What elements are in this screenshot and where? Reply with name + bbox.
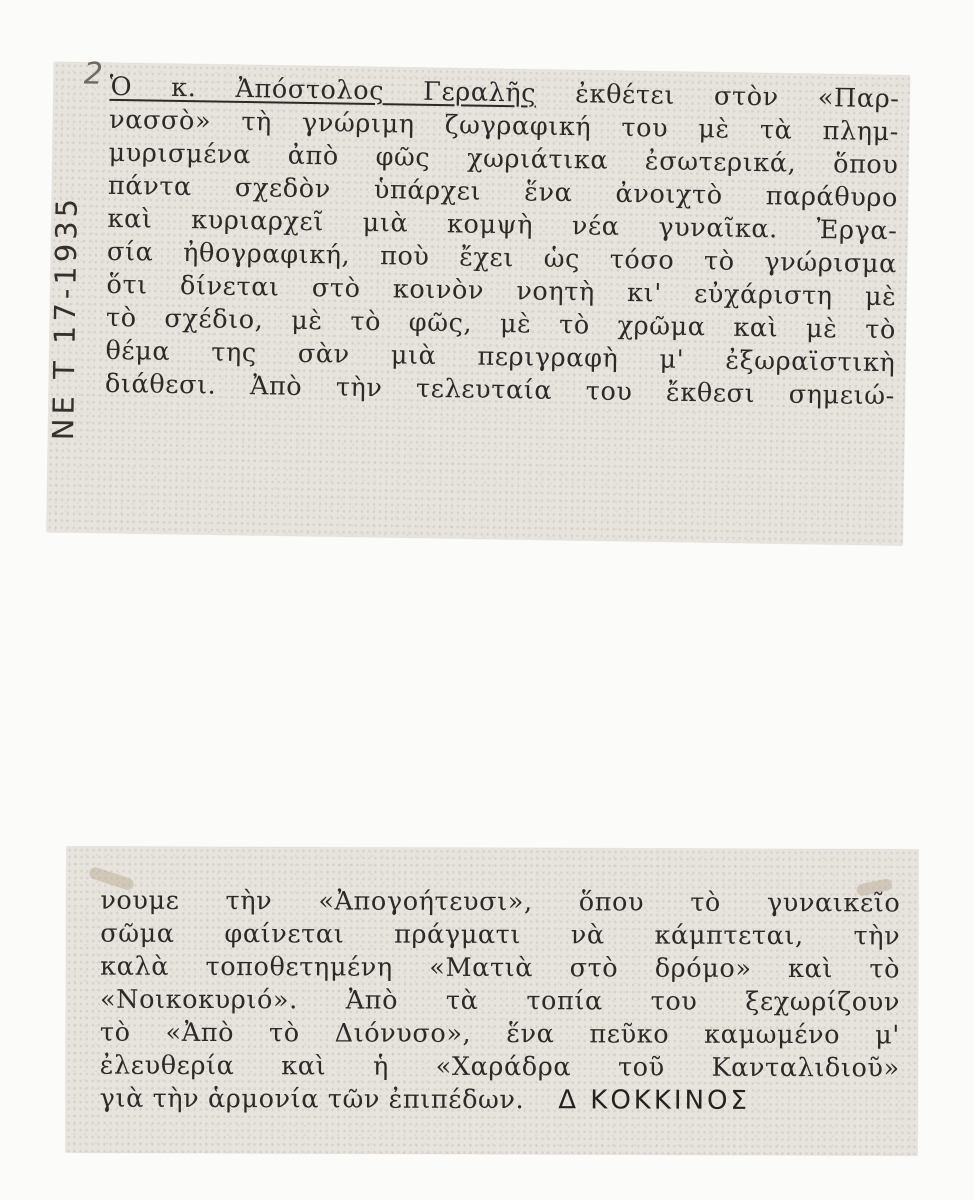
article-line: ἐλευθερία καὶ ἡ «Χαράδρα τοῦ Κανταλιδιοῦ» — [99, 1050, 900, 1084]
handwritten-number: 2 — [83, 56, 104, 92]
article-line: γιὰ τὴν ἁρμονία τῶν ἐπιπέδων. Δ ΚΟΚΚΙΝΟΣ — [99, 1083, 750, 1116]
article-line: νασσὸ» τὴ γνώριμη ζωγραφική του μὲ τὰ πλημ- — [108, 104, 900, 148]
article-text-bottom — [100, 885, 901, 1119]
article-line: Ὁ κ. Ἀπόστολος Γεραλῆς ἐκθέτει στὸν «Παρ- — [109, 71, 900, 115]
newspaper-clipping-top — [46, 56, 910, 545]
newspaper-clipping-bottom — [65, 847, 918, 1156]
article-line: τὸ σχέδιο, μὲ τὸ φῶς, μὲ τὸ χρῶμα καὶ μὲ τὸ — [105, 302, 897, 346]
handwritten-date: ΝΕ Τ 17-1935 — [46, 194, 84, 441]
article-line: νουμε τὴν «Ἀπογοήτευσι», ὅπου τὸ γυναικεῖο — [100, 885, 901, 919]
article-line: θέμα της σὰν μιὰ περιγραφὴ μ' ἐξωραϊστικὴ — [105, 335, 896, 379]
article-line: τὸ «Ἀπὸ τὸ Διόνυσο», ἕνα πεῦκο καμωμένο μ' — [99, 1017, 900, 1051]
article-text-top — [105, 71, 900, 413]
article-line: σῶμα φαίνεται πράγματι νὰ κάμπτεται, τὴν — [100, 918, 901, 952]
article-line: ὅτι δίνεται στὸ κοινὸν νοητὴ κι' εὐχάριστη μὲ — [106, 269, 897, 313]
article-line: «Νοικοκυριό». Ἀπὸ τὰ τοπία του ξεχωρίζουν — [99, 984, 901, 1018]
article-line: καὶ κυριαρχεῖ μιὰ κομψὴ νέα γυναῖκα. Ἐργα- — [107, 203, 898, 247]
article-line: καλὰ τοποθετημένη «Ματιὰ στὸ δρόμο» καὶ τὸ — [100, 951, 901, 985]
handwritten-signature: Δ ΚΟΚΚΙΝΟΣ — [558, 1085, 750, 1116]
article-line: διάθεσι. Ἀπὸ τὴν τελευταία του ἔκθεσι σημειώ- — [104, 368, 896, 412]
article-line: σία ἠθογραφική, ποὺ ἔχει ὡς τόσο τὸ γνώρισμα — [106, 236, 898, 280]
article-line: πάντα σχεδὸν ὑπάρχει ἕνα ἀνοιχτὸ παράθυρο — [107, 170, 899, 214]
article-heading: Ὁ κ. Ἀπόστολος Γεραλῆς — [109, 71, 537, 109]
article-line: μυρισμένα ἀπὸ φῶς χωριάτικα ἐσωτερικά, ὅπου — [108, 137, 899, 181]
